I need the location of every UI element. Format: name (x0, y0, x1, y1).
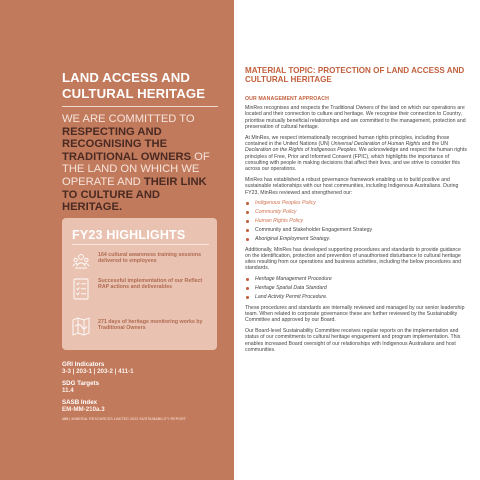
sdg-value: 11.4 (62, 387, 74, 394)
procedure-list (245, 276, 468, 300)
text-span: . We acknowledge and respect the human rights principles of Free, Prior and Informed Consent (FPIC), which highlights the importance of consulting with people in making decisions that affect their lives, and we strive to consider this across our operations. (245, 147, 467, 173)
list-item (245, 227, 468, 233)
paragraph: MinRes has established a robust governance framework enabling us to build positive and sustainable relationships with our host communities, including Indigenous Australians. During FY23, MinRes reviewed and strengthened our: (245, 176, 459, 196)
title-divider (62, 106, 218, 107)
commitment-text-4: THEIR LINK TO CULTURE AND HERITAGE. (62, 175, 207, 214)
commitment-statement (62, 113, 222, 214)
commitment-text-2: RESPECTING AND RECOGNISING THE TRADITIONAL OWNERS (62, 125, 192, 163)
sdg-targets (62, 380, 99, 394)
highlight-text: Successful implementation of our Reflect RAP actions and deliverables (98, 278, 203, 291)
map-icon (72, 315, 90, 337)
people-icon (72, 252, 90, 274)
material-topic-title: MATERIAL TOPIC: PROTECTION OF LAND ACCESS AND CULTURAL HERITAGE (245, 66, 465, 84)
commitment-text-1: WE ARE COMMITTED TO (62, 113, 195, 125)
right-panel (234, 0, 480, 480)
policy-list (245, 200, 468, 242)
text-span: Declaration on the Rights of Indigenous Peoples (245, 147, 357, 154)
highlights-divider (72, 244, 209, 245)
paragraph: These procedures and standards are internally reviewed and managed by our senior leadership team. When related to corporate governance these are further reviewed by the Sustainability Committee and approved by our Board. (245, 304, 465, 324)
paragraph (245, 135, 468, 173)
paragraph: Our Board-level Sustainability Committee receives regular reports on the implementation and status of our commitments to cultural heritage engagement and program implementation. This enables increased Board oversight of our relationships with Indigenous Australians and host communities. (245, 327, 461, 353)
management-approach-heading: OUR MANAGEMENT APPROACH (245, 96, 329, 102)
list-item: Heritage Management Procedure (245, 276, 468, 282)
sasb-index (62, 399, 105, 413)
text-span: Community and Stakeholder Engagement Strategy (255, 227, 373, 234)
commitment-text-3: OF THE LAND ON WHICH WE OPERATE AND (62, 150, 210, 188)
left-panel (0, 0, 234, 480)
checklist-icon (72, 278, 90, 300)
list-item[interactable]: Community Policy (245, 209, 468, 215)
list-item: Heritage Spatial Data Standard (245, 285, 468, 291)
paragraph: MinRes recognises and respects the Traditional Owners of the land on which our operations are located and their connection to culture and heritage. We recognise their connection to Country, prioritise mutually beneficial relationships and are committed to the management, protection and preservation of cultural heritage. (245, 105, 466, 130)
footer-text: | MINERAL RESOURCES LIMITED 2023 SUSTAINABILITY REPORT (69, 417, 187, 421)
page-footer (62, 417, 186, 421)
page-number: 106 (62, 417, 69, 421)
highlights-title: FY23 HIGHLIGHTS (72, 228, 186, 242)
text-span: At MinRes, we respect internationally recognised human rights principles, including those contained in the United Nations (UN) (245, 134, 450, 147)
paragraph: Additionally, MinRes has developed supporting procedures and standards to provide guidance on the identification, protection and prevention of unauthorised disturbance to cultural heritage sites resulting from our operations and business activities, including the below procedures and standards. (245, 246, 461, 272)
gri-value: 3-3 | 203-1 | 203-2 | 411-1 (62, 368, 134, 375)
sasb-value: EM-MM-210a.3 (62, 406, 105, 413)
gri-indicators (62, 361, 134, 375)
section-title: LAND ACCESS AND CULTURAL HERITAGE (62, 70, 206, 101)
gri-label: GRI Indicators (62, 361, 105, 368)
fy23-highlights-box (62, 218, 217, 350)
list-item[interactable]: Indigenous Peoples Policy (245, 200, 468, 206)
sdg-label: SDG Targets (62, 380, 100, 387)
highlight-item (72, 315, 212, 347)
text-span: Universal Declaration of Human Rights (330, 140, 421, 147)
list-item: Land Activity Permit Procedure. (245, 294, 468, 300)
list-item[interactable]: Human Rights Policy (245, 218, 468, 224)
text-span: and the UN (420, 140, 449, 147)
highlight-text: 271 days of heritage monitoring works by Traditional Owners (98, 319, 203, 332)
sasb-label: SASB Index (62, 399, 98, 406)
list-item: Aboriginal Employment Strategy. (245, 236, 468, 242)
highlight-item (72, 278, 212, 310)
highlight-text: 164 cultural awareness training sessions delivered to employees (98, 252, 202, 265)
